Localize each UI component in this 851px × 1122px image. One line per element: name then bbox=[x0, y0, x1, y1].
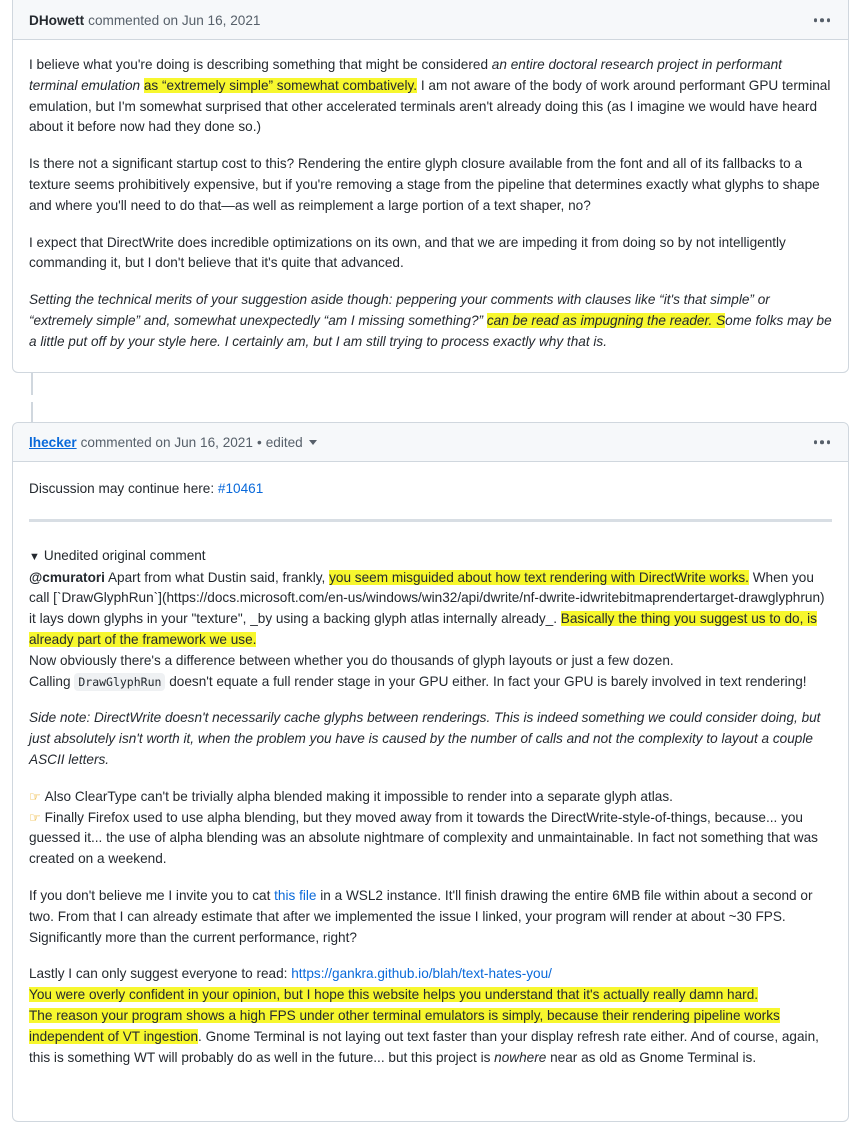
comment-paragraph: Side note: DirectWrite doesn't necessarily cache glyphs between renderings. This is indeed something we could consider doing, but just absolutely isn't worth it, when the problem you have is caused by the number of calls and not the complexity to layout a couple ASCII letters. bbox=[29, 710, 821, 767]
list-item: ☞ Also ClearType can't be trivially alpha blended making it impossible to render into a separate glyph atlas. bbox=[29, 787, 832, 808]
comment-paragraph: I believe what you're doing is describing something that might be considered an entire doctoral research project in performant terminal emulation as “extremely simple” somewhat combatively. I am not aware of the body of work around performant GPU terminal emulation, but I'm somewhat surprised that other accelerated terminals aren't already doing this (as I imagine we would have heard about it before now had they done so.) bbox=[29, 57, 831, 135]
timeline-connector bbox=[31, 402, 33, 422]
backhand-index-pointing-right-icon: ☞ bbox=[29, 788, 41, 804]
horizontal-rule bbox=[29, 519, 832, 522]
comment-paragraph: Calling DrawGlyphRun doesn't equate a full render stage in your GPU either. In fact your GPU is barely involved in text rendering! bbox=[29, 673, 807, 689]
comment-paragraph: I expect that DirectWrite does incredible optimizations on its own, and that we are impeding it from doing so by not intelligently commanding it, but I don't believe that it's quite that advanced. bbox=[29, 234, 786, 271]
highlight: you seem misguided about how text rendering with DirectWrite works. bbox=[329, 569, 749, 585]
triangle-down-icon: ▼ bbox=[29, 550, 40, 563]
comment-paragraph: Is there not a significant startup cost to this? Rendering the entire glyph closure available from the font and all of its fallbacks to a texture seems prohibitively expensive, but if you're removing a stage from the pipeline that determines exactly what glyphs to shape and where you'll need to do that—as well as reimplement a large portion of a text shaper, no? bbox=[29, 156, 820, 213]
list-item: ☞ Finally Firefox used to use alpha blending, but they moved away from it towards the DirectWrite-style-of-things, because... you guessed it... the use of alpha blending was an absolute nightmare of complexity and unmaintainable. In fact not something that was created on a weekend. bbox=[29, 809, 818, 867]
comment-paragraph bbox=[29, 985, 832, 1006]
comment-paragraph: The reason your program shows a high FPS under other terminal emulators is simply, because their rendering pipeline works independent of VT ingestion. Gnome Terminal is not laying out text faster than your display refresh rate either. And of course, again, this is something WT will probably do as well in the future... but this project is nowhere near as old as Gnome Terminal is. bbox=[29, 1007, 819, 1065]
highlight: The reason your program shows a high FPS under other terminal emulators is simply, because their rendering pipeline works independent of VT ingestion bbox=[29, 1007, 780, 1044]
details-summary[interactable]: ▼ Unedited original comment bbox=[29, 547, 206, 563]
comment-dhowett bbox=[12, 0, 849, 373]
user-mention[interactable]: @cmuratori bbox=[29, 569, 105, 585]
comment-author[interactable]: DHowett bbox=[29, 12, 85, 28]
highlight: You were overly confident in your opinion, but I hope this website helps you understand that it's actually really damn hard. bbox=[29, 987, 759, 1003]
issue-link[interactable]: #10461 bbox=[217, 481, 264, 496]
comment-meta[interactable]: commented on Jun 16, 2021 bbox=[80, 434, 253, 450]
meta-separator: • bbox=[256, 434, 262, 450]
comment-body bbox=[13, 55, 848, 353]
backhand-index-pointing-right-icon: ☞ bbox=[29, 809, 41, 825]
comment-paragraph: Now obviously there's a difference between whether you do thousands of glyph layouts or just a few dozen. bbox=[29, 652, 674, 668]
comment-meta[interactable]: commented on Jun 16, 2021 bbox=[88, 12, 261, 28]
comment-paragraph: @cmuratori Apart from what Dustin said, frankly, you seem misguided about how text rendering with DirectWrite works. When you call [`DrawGlyphRun`](https://docs.microsoft.com/en-us/windows/win32/api/dwrite/nf-dwrite-idwritebitmaprendertarget-drawglyphrun) it lays down glyphs in your "texture", _by using a backing glyph atlas internally already_. Basically the thing you suggest us to do, is already part of the framework we use. bbox=[29, 569, 825, 647]
highlight: as “extremely simple” somewhat combatively. bbox=[143, 77, 418, 93]
comment-paragraph: If you don't believe me I invite you to cat this file in a WSL2 instance. It'll finish drawing the entire 6MB file within about a second or two. From that I can already estimate that after we implemented the issue I linked, your program will render at about ~30 FPS. Significantly more than the current performance, right? bbox=[29, 887, 813, 945]
kebab-horizontal-icon[interactable] bbox=[814, 18, 831, 22]
inline-code: DrawGlyphRun bbox=[74, 673, 165, 691]
comment-header bbox=[13, 0, 848, 40]
timeline-connector bbox=[31, 373, 33, 395]
edited-dropdown[interactable]: edited bbox=[266, 435, 317, 450]
kebab-horizontal-icon[interactable] bbox=[814, 440, 831, 444]
comment-paragraph: Setting the technical merits of your suggestion aside though: peppering your comments with clauses like “it's that simple” or “extremely simple” and, somewhat unexpectedly “am I missing something?” can be read as impugning the reader. Some folks may be a little put off by your style here. I certainly am, but I am still trying to process exactly why that is. bbox=[29, 292, 832, 349]
file-link[interactable]: this file bbox=[274, 887, 317, 903]
comment-lhecker bbox=[12, 422, 849, 1122]
article-link[interactable]: https://gankra.github.io/blah/text-hates-you/ bbox=[291, 966, 552, 982]
comment-body bbox=[13, 479, 848, 1068]
highlight: Basically the thing you suggest us to do, is already part of the framework we use. bbox=[29, 611, 817, 647]
comment-author[interactable]: lhecker bbox=[29, 434, 77, 450]
triangle-down-icon bbox=[309, 440, 317, 445]
comment-header bbox=[13, 423, 848, 462]
highlight: can be read as impugning the reader. S bbox=[486, 312, 726, 328]
comment-paragraph: Discussion may continue here: #10461 bbox=[29, 481, 264, 496]
comment-paragraph: Lastly I can only suggest everyone to read: https://gankra.github.io/blah/text-hates-you/ bbox=[29, 966, 552, 982]
